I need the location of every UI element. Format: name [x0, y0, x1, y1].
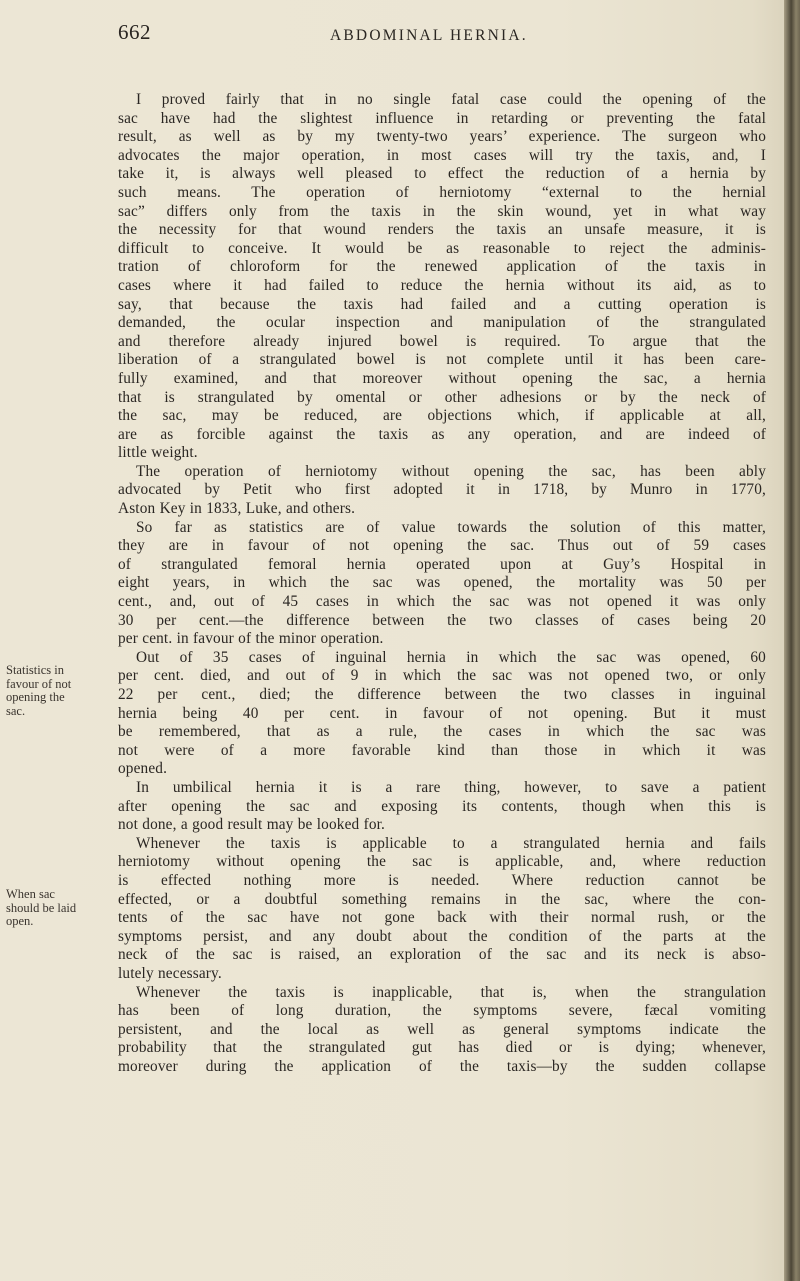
margin-note-when-sac: [6, 888, 116, 929]
text-line: not done, a good result may be looked for.: [118, 816, 385, 834]
margin-note-line: favour of not: [6, 676, 72, 691]
text-line: are as forcible against the taxis as any operation, and are indeed of: [118, 425, 766, 443]
text-line: advocates the major operation, in most cases will try the taxis, and, I: [118, 146, 766, 164]
text-line: not were of a more favorable kind than those in which it was: [118, 741, 766, 759]
text-line: eight years, in which the sac was opened, the mortality was 50 per: [118, 574, 766, 592]
margin-note-line: Statistics in: [6, 663, 64, 677]
text-line: effected, or a doubtful something remains in the sac, where the con-: [118, 890, 766, 908]
page-number: 662: [118, 20, 151, 44]
text-line: after opening the sac and exposing its contents, though when this is: [118, 797, 766, 815]
text-line: liberation of a strangulated bowel is not complete until it has been care-: [118, 351, 766, 369]
text-line: per cent. died, and out of 9 in which the sac was not opened two, or only: [118, 667, 766, 685]
text-line: little weight.: [118, 444, 198, 462]
text-line: tration of chloroform for the renewed application of the taxis in: [118, 258, 766, 276]
text-line: In umbilical hernia it is a rare thing, however, to save a patient: [136, 778, 766, 796]
text-line: say, that because the taxis had failed and a cutting operation is: [118, 295, 766, 313]
text-line: difficult to conceive. It would be as reasonable to reject the adminis-: [118, 239, 766, 257]
text-line: moreover during the application of the taxis—by the sudden collapse: [118, 1057, 766, 1075]
margin-note-line: opening the: [6, 690, 65, 704]
text-line: persistent, and the local as well as general symptoms indicate the: [118, 1020, 766, 1038]
body-text: [118, 91, 766, 1076]
text-line: sac have had the slightest influence in retarding or preventing the fatal: [118, 109, 766, 127]
text-line: result, as well as by my twenty-two years’ experience. The surgeon who: [118, 128, 766, 146]
margin-note-line: should be laid: [6, 900, 77, 915]
text-line: take it, is always well pleased to effect the reduction of a hernia by: [118, 165, 766, 183]
text-line: that is strangulated by omental or other adhesions or by the neck of: [118, 388, 766, 406]
text-line: fully examined, and that moreover without opening the sac, a hernia: [118, 369, 766, 387]
text-line: probability that the strangulated gut has died or is dying; whenever,: [118, 1039, 766, 1057]
text-line: cent., and, out of 45 cases in which the sac was not opened it was only: [118, 593, 766, 611]
text-line: lutely necessary.: [118, 964, 222, 982]
text-line: has been of long duration, the symptoms severe, fæcal vomiting: [118, 1002, 766, 1020]
text-line: sac” differs only from the taxis in the skin wound, yet in what way: [118, 202, 766, 220]
text-line: demanded, the ocular inspection and manipulation of the strangulated: [118, 314, 766, 332]
text-line: I proved fairly that in no single fatal case could the opening of the: [136, 91, 766, 108]
text-line: advocated by Petit who first adopted it in 1718, by Munro in 1770,: [118, 481, 766, 499]
text-line: 30 per cent.—the difference between the two classes of cases being 20: [118, 611, 766, 629]
text-line: of strangulated femoral hernia operated upon at Guy’s Hospital in: [118, 555, 766, 573]
text-line: the sac, may be reduced, are objections which, if applicable at all,: [118, 407, 766, 425]
text-line: opened.: [118, 760, 168, 778]
text-line: Whenever the taxis is applicable to a strangulated hernia and fails: [136, 834, 766, 852]
text-line: neck of the sac is raised, an exploration of the sac and its neck is abso-: [118, 946, 766, 964]
page-binding-edge: [784, 0, 800, 1281]
text-line: the necessity for that wound renders the taxis an unsafe measure, it is: [118, 221, 766, 239]
text-line: per cent. in favour of the minor operation.: [118, 630, 384, 648]
margin-note-line: sac.: [6, 703, 26, 718]
text-line: So far as statistics are of value towards the solution of this matter,: [136, 518, 766, 536]
text-line: Whenever the taxis is inapplicable, that is, when the strangulation: [136, 983, 766, 1001]
text-line: 22 per cent., died; the difference between the two classes in inguinal: [118, 686, 766, 703]
text-line: such means. The operation of herniotomy “external to the hernial: [118, 183, 766, 201]
margin-note-line: open.: [6, 914, 34, 928]
text-line: cases where it had failed to reduce the hernia without its aid, as to: [118, 276, 766, 294]
text-line: hernia being 40 per cent. in favour of not opening. But it must: [118, 704, 766, 722]
text-line: herniotomy without opening the sac is applicable, and, where reduction: [118, 853, 766, 871]
text-line: they are in favour of not opening the sac. Thus out of 59 cases: [118, 537, 766, 555]
text-line: symptoms persist, and any doubt about the condition of the parts at the: [118, 927, 766, 945]
text-line: Out of 35 cases of inguinal hernia in which the sac was opened, 60: [136, 648, 766, 666]
text-line: be remembered, that as a rule, the cases in which the sac was: [118, 723, 766, 741]
text-line: The operation of herniotomy without opening the sac, has been ably: [136, 462, 766, 480]
text-line: is effected nothing more is needed. Where reduction cannot be: [118, 871, 766, 889]
margin-note-line: When sac: [6, 887, 55, 901]
margin-note-statistics: [6, 664, 116, 718]
text-line: tents of the sac have not gone back with their normal rush, or the: [118, 909, 766, 927]
text-line: Aston Key in 1833, Luke, and others.: [118, 500, 356, 518]
text-line: and therefore already injured bowel is required. To argue that the: [118, 332, 766, 350]
running-title: ABDOMINAL HERNIA.: [330, 27, 528, 44]
